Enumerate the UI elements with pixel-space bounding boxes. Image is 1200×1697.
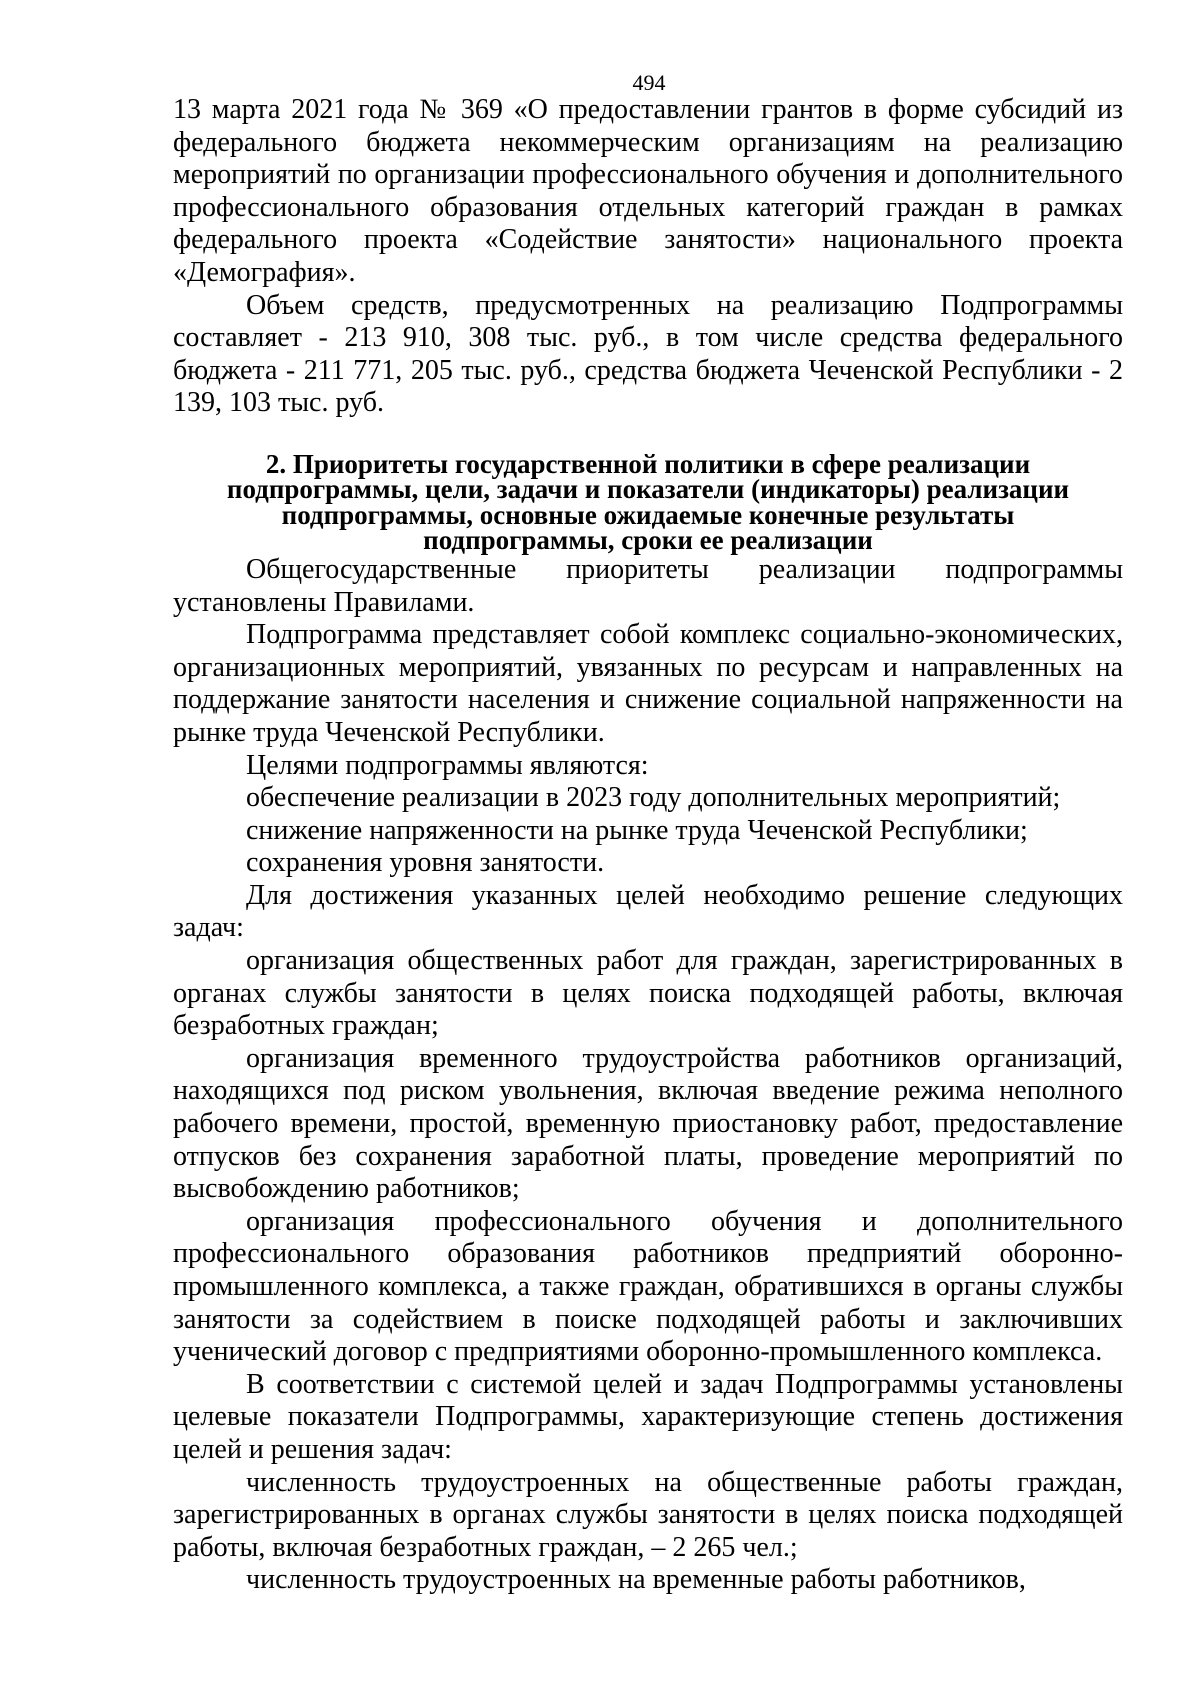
goal-list-item: сохранения уровня занятости. [246, 847, 605, 879]
funding-paragraph: Объем средств, предусмотренных на реализацию Подпрограммы составляет - 213 910, 308 тыс. руб., в том числе средства федерального бюджета - 211 771, 205 тыс. руб., средства бюджета Чеченской Республики - 2 139, 103 тыс. руб. [173, 289, 1123, 419]
intro-paragraph: 13 марта 2021 года № 369 «О предоставлении грантов в форме субсидий из федерального бюджета некоммерческим организациям на реализацию мероприятий по организации профессионального обучения и дополнительного профессионального образования отдельных категорий граждан в рамках федерального проекта «Содействие занятости» национального проекта «Демография». [173, 94, 1123, 288]
body-paragraph: Для достижения указанных целей необходимо решение следующих задач: [173, 879, 1123, 944]
section-heading: 2. Приоритеты государственной политики в сфере реализации подпрограммы, цели, задачи и показатели (индикаторы) реализации подпрограммы, основные ожидаемые конечные результаты подпрограммы, сроки ее реализации [226, 448, 1070, 556]
section-spacer [173, 420, 1123, 452]
task-list-item: организация общественных работ для граждан, зарегистрированных в органах службы занятости в целях поиска подходящей работы, включая безработных граждан; [173, 945, 1123, 1042]
task-list-item: организация профессионального обучения и дополнительного профессионального образования работников предприятий оборонно-промышленного комплекса, а также граждан, обратившихся в органы службы занятости за содействием в поиске подходящей работы и заключивших ученический договор с предприятиями оборонно-промышленного комплекса. [173, 1205, 1123, 1368]
document-page [173, 70, 1123, 1597]
page-number: 494 [632, 70, 666, 95]
body-paragraph: Общегосударственные приоритеты реализации подпрограммы установлены Правилами. [173, 553, 1123, 618]
body-paragraph: Целями подпрограммы являются: [246, 749, 649, 781]
indicator-list-item: численность трудоустроенных на общественные работы граждан, зарегистрированных в органах службы занятости в целях поиска подходящей работы, включая безработных граждан, – 2 265 чел.; [173, 1466, 1123, 1563]
indicator-list-item: численность трудоустроенных на временные работы работников, [246, 1564, 1026, 1596]
body-paragraph: В соответствии с системой целей и задач Подпрограммы установлены целевые показатели Подпрограммы, характеризующие степень достижения целей и решения задач: [173, 1368, 1123, 1465]
goal-list-item: снижение напряженности на рынке труда Чеченской Республики; [246, 814, 1028, 846]
task-list-item: организация временного трудоустройства работников организаций, находящихся под риском увольнения, включая введение режима неполного рабочего времени, простой, временную приостановку работ, предоставление отпусков без сохранения заработной платы, проведение мероприятий по высвобождению работников; [173, 1042, 1123, 1205]
body-paragraph: Подпрограмма представляет собой комплекс социально-экономических, организационных мероприятий, увязанных по ресурсам и направленных на поддержание занятости населения и снижение социальной напряженности на рынке труда Чеченской Республики. [173, 619, 1123, 748]
goal-list-item: обеспечение реализации в 2023 году дополнительных мероприятий; [246, 782, 1061, 814]
